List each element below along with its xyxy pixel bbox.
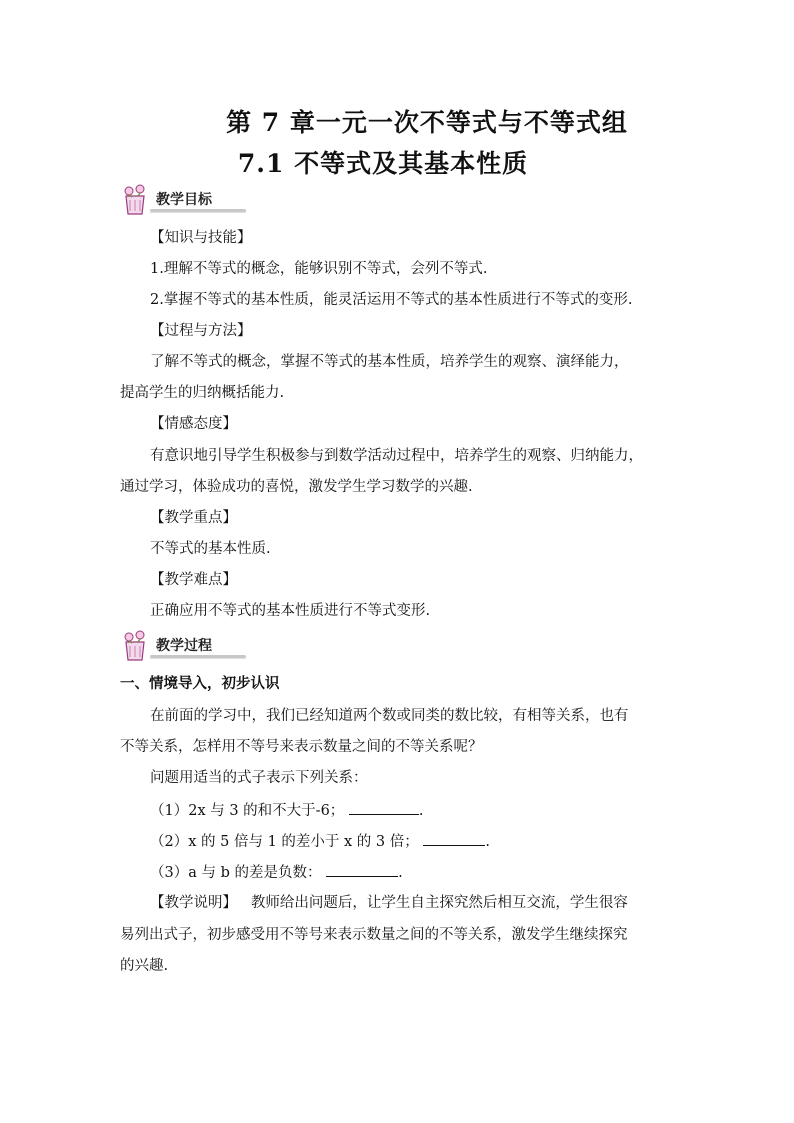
question-3-end: .	[398, 865, 403, 881]
section-badge-process	[116, 630, 246, 664]
process-text-line-1: 了解不等式的概念，掌握不等式的基本性质，培养学生的观察、演绎能力，	[150, 354, 629, 370]
question-prompt: 问题用适当的式子表示下列关系：	[150, 770, 368, 786]
teaching-note-line-2: 易列出式子，初步感受用不等号来表示数量之间的不等关系，激发学生继续探究	[120, 927, 628, 943]
answer-blank-2	[423, 831, 485, 846]
knowledge-item-1: 1.理解不等式的概念，能够识别不等式，会列不等式.	[150, 261, 488, 277]
question-2	[150, 831, 710, 852]
difficulty-heading: 【教学难点】	[150, 572, 237, 588]
key-point-heading: 【教学重点】	[150, 510, 237, 526]
flower-pot-icon	[116, 630, 154, 664]
badge-underline	[150, 655, 246, 658]
question-2-end: .	[485, 834, 490, 850]
key-point-text: 不等式的基本性质.	[150, 541, 271, 557]
emotion-text-line-2: 通过学习，体验成功的喜悦，激发学生学习数学的兴趣.	[120, 479, 473, 495]
teaching-note-line-1	[150, 893, 710, 913]
answer-blank-3	[326, 862, 398, 877]
question-1-text: （1）2x 与 3 的和不大于-6；	[150, 803, 345, 819]
emotion-heading: 【情感态度】	[150, 416, 237, 432]
process-text-line-2: 提高学生的归纳概括能力.	[120, 385, 285, 401]
section-badge-objectives	[116, 184, 246, 218]
intro-line-1: 在前面的学习中，我们已经知道两个数或同类的数比较，有相等关系，也有	[150, 708, 629, 724]
question-2-text: （2）x 的 5 倍与 1 的差小于 x 的 3 倍；	[150, 834, 419, 850]
process-heading: 【过程与方法】	[150, 323, 252, 339]
chapter-title: 第 7 章一元一次不等式与不等式组	[226, 108, 628, 137]
section-badge-label: 教学目标	[156, 192, 212, 208]
knowledge-item-2: 2.掌握不等式的基本性质，能灵活运用不等式的基本性质进行不等式的变形.	[150, 292, 633, 308]
teaching-note-heading: 【教学说明】	[150, 895, 237, 911]
question-1	[150, 800, 710, 821]
question-3	[150, 862, 710, 883]
emotion-text-line-1: 有意识地引导学生积极参与到数学活动过程中，培养学生的观察、归纳能力，	[150, 448, 643, 464]
question-1-end: .	[418, 803, 424, 819]
teaching-note-text-1: 教师给出问题后，让学生自主探究然后相互交流，学生很容	[250, 895, 628, 911]
difficulty-text: 正确应用不等式的基本性质进行不等式变形.	[150, 603, 431, 619]
part-1-heading: 一、情境导入，初步认识	[120, 676, 280, 692]
badge-underline	[150, 209, 246, 212]
section-badge-label: 教学过程	[156, 638, 212, 654]
flower-pot-icon	[116, 184, 154, 218]
teaching-note-line-3: 的兴趣.	[120, 958, 169, 974]
answer-blank-1	[349, 800, 419, 815]
lesson-title: 7.1 不等式及其基本性质	[237, 149, 529, 178]
question-3-text: （3）a 与 b 的差是负数：	[150, 865, 322, 881]
intro-line-2: 不等关系，怎样用不等号来表示数量之间的不等关系呢？	[120, 739, 483, 755]
knowledge-heading: 【知识与技能】	[150, 230, 252, 246]
